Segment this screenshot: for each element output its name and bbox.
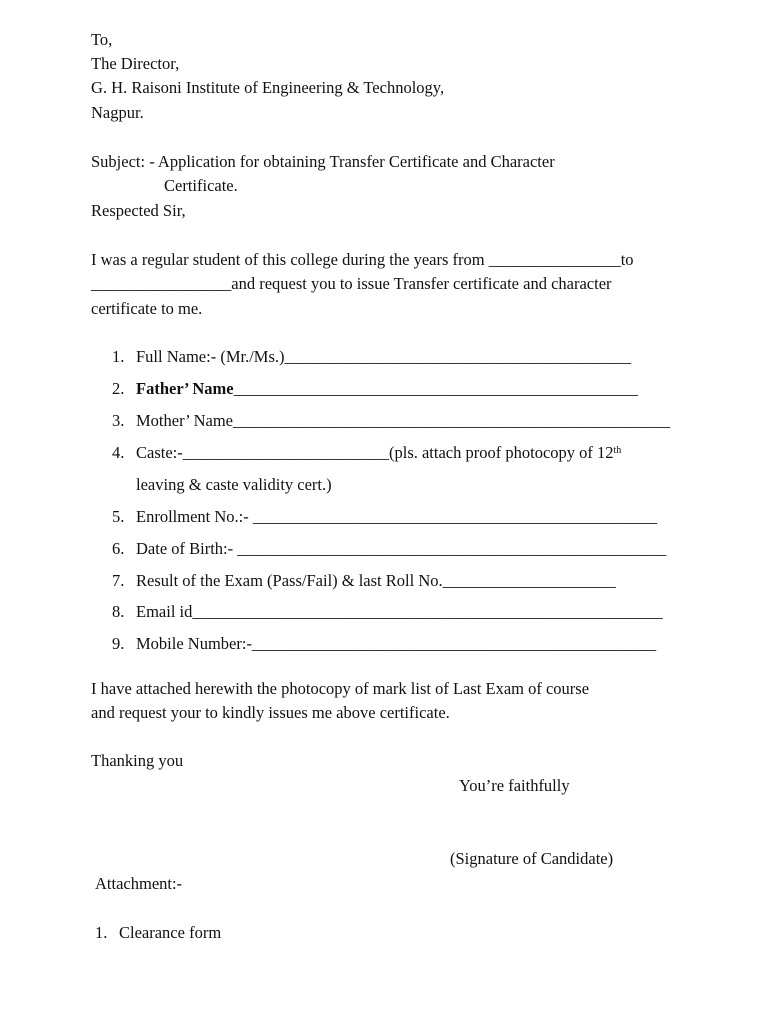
signature-label: (Signature of Candidate) xyxy=(450,849,614,868)
date-of-birth-field: Date of Birth:- ____________________________________________________ xyxy=(136,539,667,558)
address-recipient: The Director, xyxy=(91,54,180,73)
subject-line-continued: Certificate. xyxy=(164,176,238,195)
subject-line: Subject: - Application for obtaining Transfer Certificate and Character xyxy=(91,152,555,171)
address-to: To, xyxy=(91,30,113,49)
list-number: 4. xyxy=(112,443,125,462)
list-number: 9. xyxy=(112,634,125,653)
enrollment-number-field: Enrollment No.:- _________________________________________________ xyxy=(136,507,658,526)
body-paragraph-line: I have attached herewith the photocopy of mark list of Last Exam of course xyxy=(91,679,590,698)
caste-field-continued: leaving & caste validity cert.) xyxy=(136,475,332,494)
list-number: 1. xyxy=(112,347,125,366)
list-number: 3. xyxy=(112,411,125,430)
attachment-item: Clearance form xyxy=(119,923,222,942)
body-paragraph-line: _________________and request you to issue Transfer certificate and character xyxy=(91,274,612,293)
closing-faithfully: You’re faithfully xyxy=(459,776,570,795)
exam-result-field: Result of the Exam (Pass/Fail) & last Roll No._____________________ xyxy=(136,571,616,590)
attachment-heading: Attachment:- xyxy=(95,874,183,893)
address-city: Nagpur. xyxy=(91,103,144,122)
body-paragraph-line: I was a regular student of this college during the years from ________________to xyxy=(91,250,634,269)
closing-thanks: Thanking you xyxy=(91,751,184,770)
list-number: 7. xyxy=(112,571,125,590)
list-number: 8. xyxy=(112,602,125,621)
salutation: Respected Sir, xyxy=(91,201,186,220)
father-name-label: Father’ Name xyxy=(136,379,234,398)
full-name-field: Full Name:- (Mr./Ms.)__________________________________________ xyxy=(136,347,631,366)
body-paragraph-line: and request your to kindly issues me above certificate. xyxy=(91,703,450,722)
caste-text: Caste:-_________________________(pls. attach proof photocopy of 12 xyxy=(136,443,614,462)
email-field: Email id_________________________________________________________ xyxy=(136,602,663,621)
list-number: 2. xyxy=(112,379,125,398)
list-number: 5. xyxy=(112,507,125,526)
list-number: 1. xyxy=(95,923,108,942)
father-name-blank: _________________________________________________ xyxy=(233,379,638,398)
mobile-number-field: Mobile Number:-_________________________________________________ xyxy=(136,634,657,653)
list-number: 6. xyxy=(112,539,125,558)
caste-superscript: th xyxy=(613,445,622,456)
body-paragraph-line: certificate to me. xyxy=(91,299,203,318)
address-institute: G. H. Raisoni Institute of Engineering & Technology, xyxy=(91,78,445,97)
father-name-field xyxy=(136,379,638,399)
mother-name-field: Mother’ Name_____________________________________________________ xyxy=(136,411,671,430)
caste-field xyxy=(136,443,621,463)
